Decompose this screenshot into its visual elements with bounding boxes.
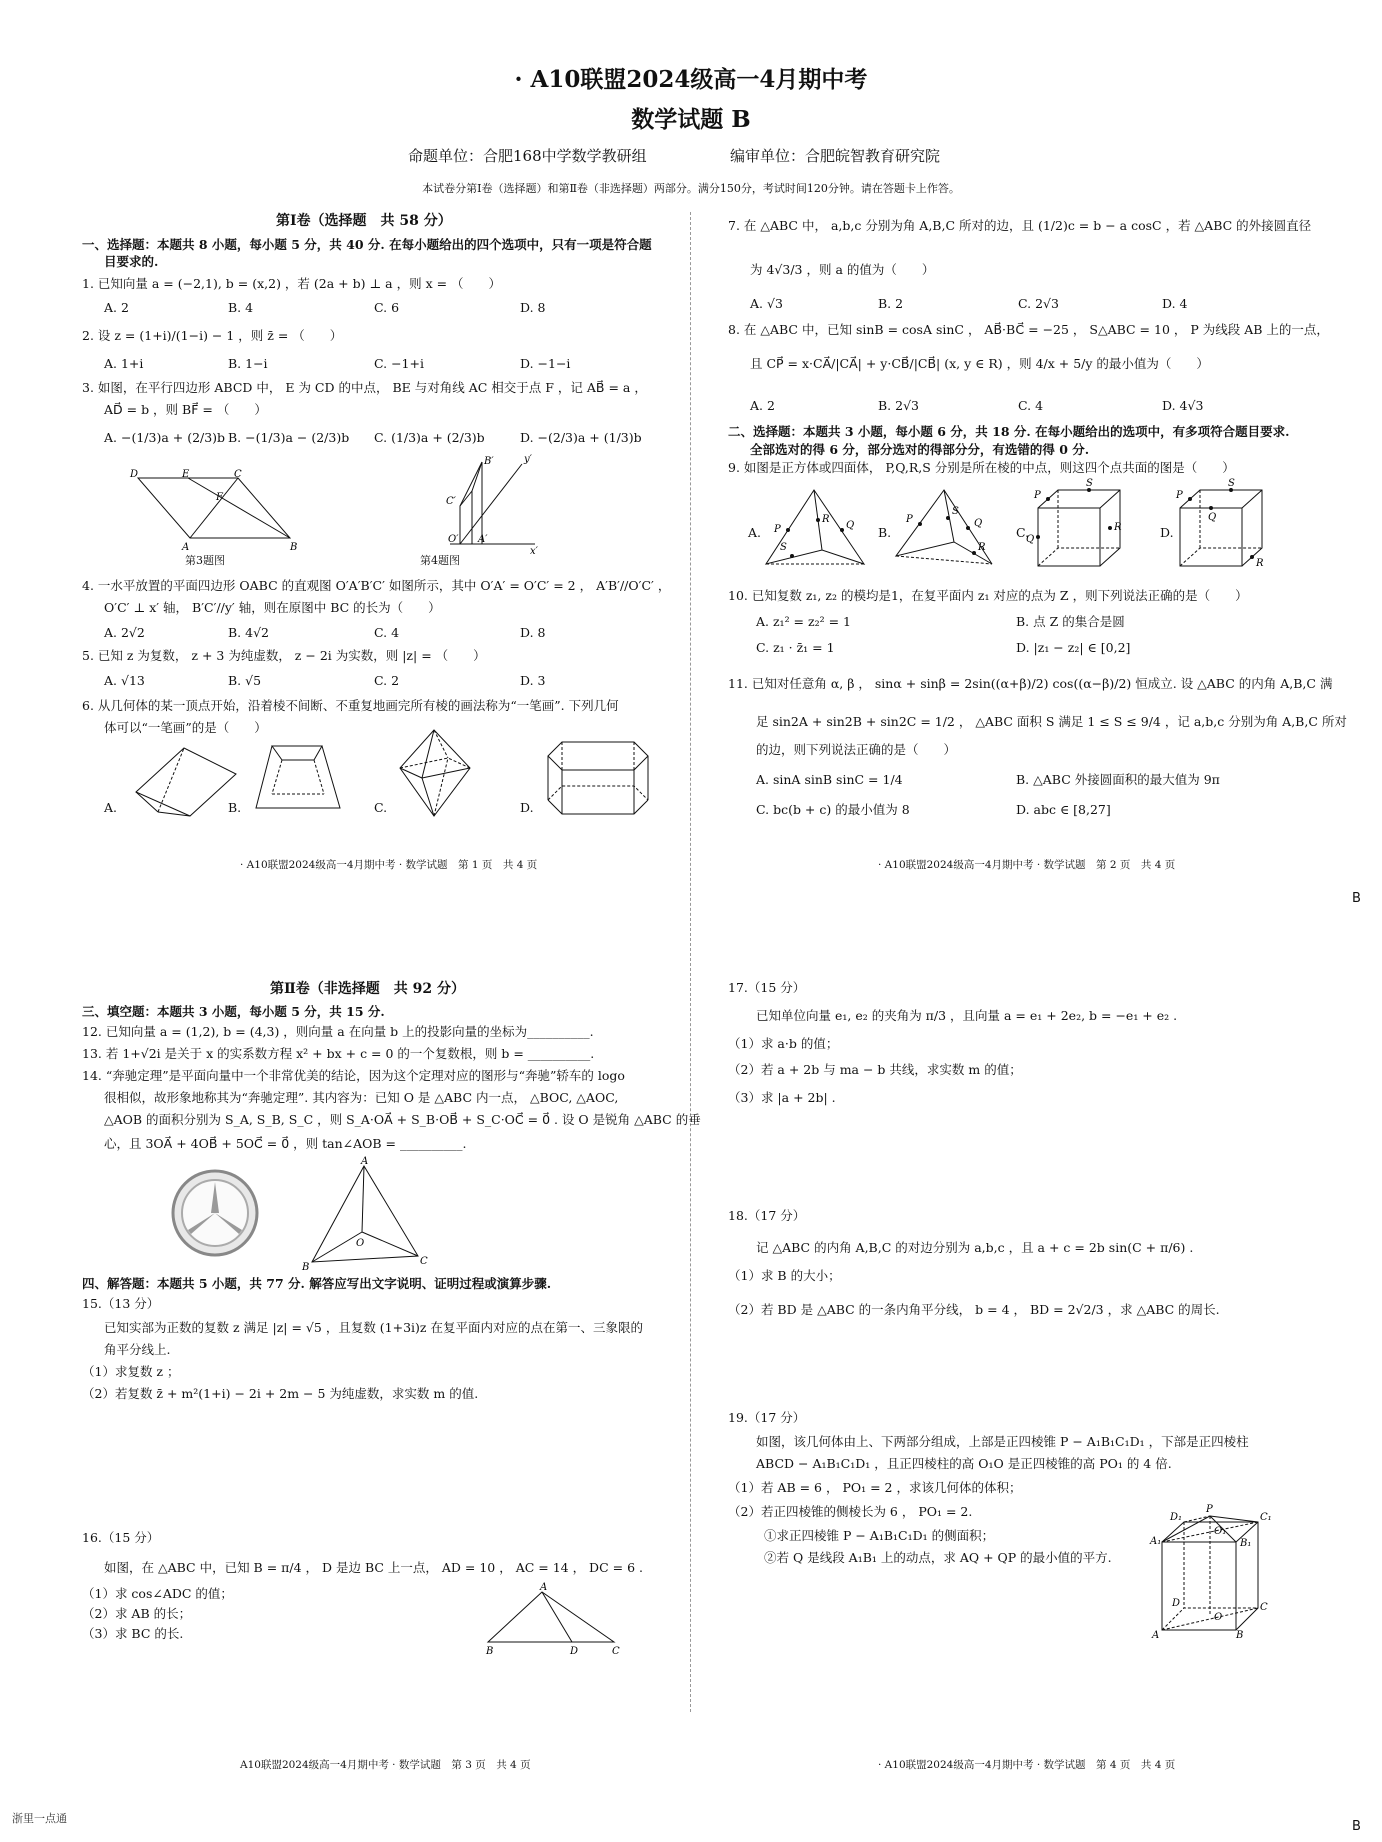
q11-stem: 11. 已知对任意角 α, β ， sinα + sinβ = 2sin((α+β)/2) cos((α−β)/2) 恒成立. 设 △ABC 的内角 A,B,C 满	[728, 676, 1333, 691]
q14-triangle-figure	[300, 1156, 440, 1273]
q14-stem-3: △AOB 的面积分别为 S_A, S_B, S_C ，则 S_A·OA⃗ + S_B·OB⃗ + S_C·OC⃗ = 0⃗ . 设 O 是锐角 △ABC 的垂	[104, 1112, 701, 1127]
q11-option-a: A. sinA sinB sinC = 1/4	[756, 772, 903, 787]
q17-part3: （3）求 |a + 2b| .	[728, 1090, 836, 1105]
q6-stem: 6. 从几何体的某一顶点开始，沿着棱不间断、不重复地画完所有棱的画法称为“一笔画”. 下列几何	[82, 698, 619, 713]
q16-part2: （2）求 AB 的长；	[82, 1606, 192, 1621]
q6-stem-cont: 体可以“一笔画”的是（ ）	[104, 720, 267, 735]
q8-option-c: C. 4	[1018, 398, 1044, 413]
q8-stem-cont: 且 CP⃗ = x·CA⃗/|CA⃗| + y·CB⃗/|CB⃗| (x, y ∈ R) ，则 4/x + 5/y 的最小值为（ ）	[750, 356, 1209, 371]
q1-stem: 1. 已知向量 a = (−2,1), b = (x,2) ，若 (2a + b) ⊥ a ，则 x = （ ）	[82, 276, 502, 291]
footer-page3: A10联盟2024级高一4月期中考 · 数学试题 第 3 页 共 4 页	[240, 1759, 531, 1771]
q9a-label-s: S	[780, 542, 787, 553]
q16-triangle-figure	[484, 1582, 624, 1657]
q5-option-b: B. √5	[228, 673, 262, 688]
part2-title: 第Ⅱ卷（非选择题 共 92 分）	[270, 981, 466, 997]
q19-label-p: P	[1206, 1504, 1213, 1515]
q7-option-c: C. 2√3	[1018, 296, 1059, 311]
q13-stem: 13. 若 1+√2i 是关于 x 的实系数方程 x² + bx + c = 0 的一个复数根，则 b = __________.	[82, 1046, 595, 1061]
q9b-label-p: P	[906, 514, 913, 525]
q5-option-c: C. 2	[374, 673, 400, 688]
q1-option-c: C. 6	[374, 300, 400, 315]
q4-option-c: C. 4	[374, 625, 400, 640]
sec1-heading-cont: 目要求的.	[104, 254, 159, 269]
q6-figure-c-octahedron	[398, 728, 473, 820]
q12-stem: 12. 已知向量 a = (1,2), b = (4,3) ，则向量 a 在向量 b 上的投影向量的坐标为__________.	[82, 1024, 594, 1039]
q19-label-d: D	[1172, 1598, 1181, 1609]
fig4-label-bp: B′	[484, 456, 494, 467]
q9a-label-r: R	[822, 514, 830, 525]
q18-heading: 18.（17 分）	[728, 1208, 806, 1223]
q3-option-b: B. −(1/3)a − (2/3)b	[228, 430, 350, 445]
q4-stem: 4. 一水平放置的平面四边形 OABC 的直观图 O′A′B′C′ 如图所示，其中 O′A′ = O′C′ = 2 ， A′B′//O′C′ ，	[82, 578, 671, 593]
q2-option-a: A. 1+i	[104, 356, 144, 371]
q6-figure-b-frustum	[252, 738, 347, 820]
q9-option-b: B.	[878, 525, 892, 540]
q3-parallelogram-figure	[120, 468, 310, 553]
q9b-label-q: Q	[974, 518, 983, 529]
q9-option-a: A.	[748, 525, 762, 540]
q19-label-c1: C₁	[1260, 1512, 1272, 1523]
q19-label-d1: D₁	[1170, 1512, 1183, 1523]
q19-stem-cont: ABCD − A₁B₁C₁D₁ ，且正四棱柱的高 O₁O 是正四棱锥的高 PO₁ 的 4 倍.	[756, 1456, 1172, 1471]
q7-stem: 7. 在 △ABC 中， a,b,c 分别为角 A,B,C 所对的边，且 (1/2)c = b − a cosC ，若 △ABC 的外接圆直径	[728, 218, 1312, 233]
sec2-heading: 二、选择题：本题共 3 小题，每小题 6 分，共 18 分. 在每小题给出的选项中，有多项符合题目要求.	[728, 424, 1290, 439]
q9-stem: 9. 如图是正方体或四面体， P,Q,R,S 分别是所在棱的中点，则这四个点共面的图是（ ）	[728, 460, 1235, 475]
q16-part1: （1）求 cos∠ADC 的值；	[82, 1586, 233, 1601]
q11-option-b: B. △ABC 外接圆面积的最大值为 9π	[1016, 772, 1220, 787]
q9-figure-c-cube	[1026, 478, 1139, 571]
q3-stem-cont: AD⃗ = b ，则 BF⃗ = （ ）	[104, 402, 267, 417]
fig3-label-f: F	[216, 492, 223, 503]
footer-page2: · A10联盟2024级高一4月期中考 · 数学试题 第 2 页 共 4 页	[878, 859, 1176, 871]
mercedes-logo-image	[170, 1168, 260, 1258]
q6-option-d: D.	[520, 800, 534, 815]
q11-option-c: C. bc(b + c) 的最小值为 8	[756, 802, 910, 817]
q10-option-a: A. z₁² = z₂² = 1	[756, 614, 851, 629]
fig3-label-c: C	[234, 469, 242, 480]
q8-option-a: A. 2	[750, 398, 775, 413]
q14-stem-4: 心，且 3OA⃗ + 4OB⃗ + 5OC⃗ = 0⃗ ，则 tan∠AOB = __________.	[104, 1136, 467, 1151]
q14-stem: 14. “奔驰定理”是平面向量中一个非常优美的结论，因为这个定理对应的图形与“奔驰”轿车的 logo	[82, 1068, 625, 1083]
sec4-heading: 四、解答题：本题共 5 小题，共 77 分. 解答应写出文字说明、证明过程或演算步骤.	[82, 1276, 552, 1291]
q8-option-d: D. 4√3	[1162, 398, 1204, 413]
q3-option-c: C. (1/3)a + (2/3)b	[374, 430, 485, 445]
q4-oblique-figure	[420, 454, 540, 557]
q9c-label-s: S	[1086, 478, 1093, 489]
q9a-label-q: Q	[846, 520, 855, 531]
q17-part1: （1）求 a·b 的值；	[728, 1036, 839, 1051]
q4-option-b: B. 4√2	[228, 625, 270, 640]
q14-label-o: O	[356, 1238, 365, 1249]
q19-label-c: C	[1260, 1602, 1268, 1613]
q9b-label-s: S	[952, 506, 959, 517]
q9d-label-s: S	[1228, 478, 1235, 489]
q2-stem: 2. 设 z = (1+i)/(1−i) − 1 ，则 z̄ = （ ）	[82, 328, 343, 343]
review-unit: 编审单位：合肥皖智教育研究院	[730, 147, 941, 165]
fig4-label-ap: A′	[478, 534, 488, 545]
fig4-label-cp: C′	[446, 496, 456, 507]
q19-label-a: A	[1152, 1630, 1160, 1641]
q5-option-d: D. 3	[520, 673, 546, 688]
q19-part2-sub2: ②若 Q 是线段 A₁B₁ 上的动点，求 AQ + QP 的最小值的平方.	[764, 1550, 1112, 1565]
q1-option-b: B. 4	[228, 300, 254, 315]
q9b-label-r: R	[978, 542, 986, 553]
exam-title: · A10联盟2024级高一4月期中考	[514, 66, 868, 93]
q19-label-b1: B₁	[1240, 1538, 1252, 1549]
footer-page1: · A10联盟2024级高一4月期中考 · 数学试题 第 1 页 共 4 页	[240, 859, 538, 871]
fig4-label-yp: y′	[524, 454, 532, 465]
q16-label-c: C	[612, 1646, 620, 1657]
q9-option-d: D.	[1160, 525, 1174, 540]
q2-option-c: C. −1+i	[374, 356, 424, 371]
q9d-label-p: P	[1176, 490, 1183, 501]
page-divider	[690, 212, 691, 1712]
q17-stem: 已知单位向量 e₁, e₂ 的夹角为 π/3 ，且向量 a = e₁ + 2e₂, b = −e₁ + e₂ .	[756, 1008, 1178, 1023]
q14-stem-2: 很相似，故形象地称其为“奔驰定理”. 其内容为：已知 O 是 △ABC 内一点， △BOC, △AOC,	[104, 1090, 619, 1105]
q9c-label-p: P	[1034, 490, 1041, 501]
q9-figure-d-cube	[1176, 478, 1281, 571]
q5-option-a: A. √13	[104, 673, 145, 688]
q11-stem-cont: 足 sin2A + sin2B + sin2C = 1/2 ， △ABC 面积 S 满足 1 ≤ S ≤ 9/4 ，记 a,b,c 分别为角 A,B,C 所对	[756, 714, 1347, 729]
q2-option-b: B. 1−i	[228, 356, 268, 371]
q2-option-d: D. −1−i	[520, 356, 571, 371]
q4-stem-cont: O′C′ ⊥ x′ 轴， B′C′//y′ 轴，则在原图中 BC 的长为（ ）	[104, 600, 441, 615]
q4-option-d: D. 8	[520, 625, 546, 640]
part1-title: 第Ⅰ卷（选择题 共 58 分）	[276, 213, 452, 229]
q19-heading: 19.（17 分）	[728, 1410, 806, 1425]
q4-option-a: A. 2√2	[104, 625, 145, 640]
q14-label-c: C	[420, 1256, 428, 1267]
q14-label-b: B	[302, 1262, 310, 1273]
sec2-heading-cont: 全部选对的得 6 分，部分选对的得部分分，有选错的得 0 分.	[750, 442, 1090, 457]
q1-option-d: D. 8	[520, 300, 546, 315]
q6-figure-a-prism	[128, 740, 243, 820]
q9-figure-a-tetrahedron	[762, 486, 867, 571]
q8-option-b: B. 2√3	[878, 398, 920, 413]
fig4-label-xp: x′	[530, 546, 538, 557]
q9c-label-q: Q	[1026, 534, 1035, 545]
sec3-heading: 三、填空题：本题共 3 小题，每小题 5 分，共 15 分.	[82, 1004, 385, 1019]
exam-intro: 本试卷分第Ⅰ卷（选择题）和第Ⅱ卷（非选择题）两部分。满分150分，考试时间120分钟。请在答题卡上作答。	[422, 182, 960, 195]
q10-option-b: B. 点 Z 的集合是圆	[1016, 614, 1125, 629]
q7-option-b: B. 2	[878, 296, 904, 311]
q10-stem: 10. 已知复数 z₁, z₂ 的模均是1，在复平面内 z₁ 对应的点为 Z ，则下列说法正确的是（ ）	[728, 588, 1248, 603]
q15-stem: 已知实部为正数的复数 z 满足 |z| = √5 ，且复数 (1+3i)z 在复平面内对应的点在第一、三象限的	[104, 1320, 643, 1335]
q15-part1: （1）求复数 z ；	[82, 1364, 180, 1379]
q19-label-a1: A₁	[1150, 1536, 1162, 1547]
corner-mark-bottom: B	[1352, 1819, 1361, 1834]
q19-part2-sub1: ①求正四棱锥 P − A₁B₁C₁D₁ 的侧面积；	[764, 1528, 995, 1543]
q7-option-d: D. 4	[1162, 296, 1188, 311]
q16-part3: （3）求 BC 的长.	[82, 1626, 184, 1641]
q18-part1: （1）求 B 的大小；	[728, 1268, 841, 1283]
fig3-label-a: A	[182, 542, 190, 553]
q18-stem: 记 △ABC 的内角 A,B,C 的对边分别为 a,b,c ，且 a + c = 2b sin(C + π/6) .	[756, 1240, 1194, 1255]
q6-option-a: A.	[104, 800, 118, 815]
author-unit: 命题单位：合肥168中学数学教研组	[408, 147, 647, 165]
q19-part1: （1）若 AB = 6 ， PO₁ = 2 ，求该几何体的体积；	[728, 1480, 1022, 1495]
q18-part2: （2）若 BD 是 △ABC 的一条内角平分线， b = 4 ， BD = 2√2/3 ，求 △ABC 的周长.	[728, 1302, 1220, 1317]
corner-mark-top: B	[1352, 891, 1361, 906]
q15-stem-cont: 角平分线上.	[104, 1342, 171, 1357]
q9a-label-p: P	[774, 524, 781, 535]
q14-label-a: A	[361, 1156, 369, 1167]
q5-stem: 5. 已知 z 为复数， z + 3 为纯虚数， z − 2i 为实数，则 |z| = （ ）	[82, 648, 486, 663]
q19-stem: 如图，该几何体由上、下两部分组成，上部是正四棱锥 P − A₁B₁C₁D₁ ，下部是正四棱柱	[756, 1434, 1249, 1449]
q19-label-o: O	[1214, 1612, 1223, 1623]
q15-heading: 15.（13 分）	[82, 1296, 160, 1311]
fig3-label-d: D	[130, 469, 139, 480]
exam-subtitle: 数学试题 B	[631, 106, 751, 133]
q16-stem: 如图，在 △ABC 中，已知 B = π/4 ， D 是边 BC 上一点， AD = 10 ， AC = 14 ， DC = 6 .	[104, 1560, 643, 1575]
fig3-label-b: B	[290, 542, 298, 553]
q3-option-a: A. −(1/3)a + (2/3)b	[104, 430, 226, 445]
watermark: 浙里一点通	[12, 1812, 67, 1825]
q3-option-d: D. −(2/3)a + (1/3)b	[520, 430, 642, 445]
fig4-label-op: O′	[448, 534, 459, 545]
q9c-label-r: R	[1114, 522, 1122, 533]
q15-part2: （2）若复数 z̄ + m²(1+i) − 2i + 2m − 5 为纯虚数，求实数 m 的值.	[82, 1386, 479, 1401]
q7-stem-cont: 为 4√3/3 ，则 a 的值为（ ）	[750, 262, 935, 277]
q8-stem: 8. 在 △ABC 中，已知 sinB = cosA sinC ， AB⃗·BC⃗ = −25 ， S△ABC = 10 ， P 为线段 AB 上的一点，	[728, 322, 1329, 337]
fig3-label-e: E	[182, 469, 190, 480]
q19-label-b: B	[1236, 1630, 1244, 1641]
q16-label-d: D	[570, 1646, 579, 1657]
sec1-heading: 一、选择题：本题共 8 小题，每小题 5 分，共 40 分. 在每小题给出的四个选项中，只有一项是符合题	[82, 237, 652, 252]
q1-option-a: A. 2	[104, 300, 129, 315]
q19-part2: （2）若正四棱锥的侧棱长为 6 ， PO₁ = 2.	[728, 1504, 973, 1519]
q10-option-d: D. |z₁ − z₂| ∈ [0,2]	[1016, 640, 1131, 655]
q16-label-a: A	[540, 1582, 548, 1593]
q11-stem-cont2: 的边，则下列说法正确的是（ ）	[756, 742, 957, 757]
q3-stem: 3. 如图，在平行四边形 ABCD 中， E 为 CD 的中点， BE 与对角线 AC 相交于点 F ，记 AB⃗ = a ，	[82, 380, 647, 395]
q17-part2: （2）若 a + 2b 与 ma − b 共线，求实数 m 的值；	[728, 1062, 1022, 1077]
q9-figure-b-tetrahedron	[892, 486, 997, 571]
q6-option-b: B.	[228, 800, 242, 815]
q7-option-a: A. √3	[750, 296, 783, 311]
fig3-caption: 第3题图	[185, 554, 225, 567]
fig4-caption: 第4题图	[420, 554, 460, 567]
q19-label-o1: O₁	[1214, 1526, 1227, 1537]
q6-option-c: C.	[374, 800, 388, 815]
q9-option-c: C.	[1016, 525, 1030, 540]
q11-option-d: D. abc ∈ [8,27]	[1016, 802, 1111, 817]
q16-label-b: B	[486, 1646, 494, 1657]
q10-option-c: C. z₁ · z̄₁ = 1	[756, 640, 835, 655]
q9d-label-r: R	[1256, 558, 1264, 569]
q6-figure-d-hexprism	[546, 738, 656, 820]
q16-heading: 16.（15 分）	[82, 1530, 160, 1545]
footer-page4: · A10联盟2024级高一4月期中考 · 数学试题 第 4 页 共 4 页	[878, 1759, 1176, 1771]
q9d-label-q: Q	[1208, 512, 1217, 523]
q17-heading: 17.（15 分）	[728, 980, 806, 995]
q19-solid-figure	[1150, 1504, 1285, 1641]
